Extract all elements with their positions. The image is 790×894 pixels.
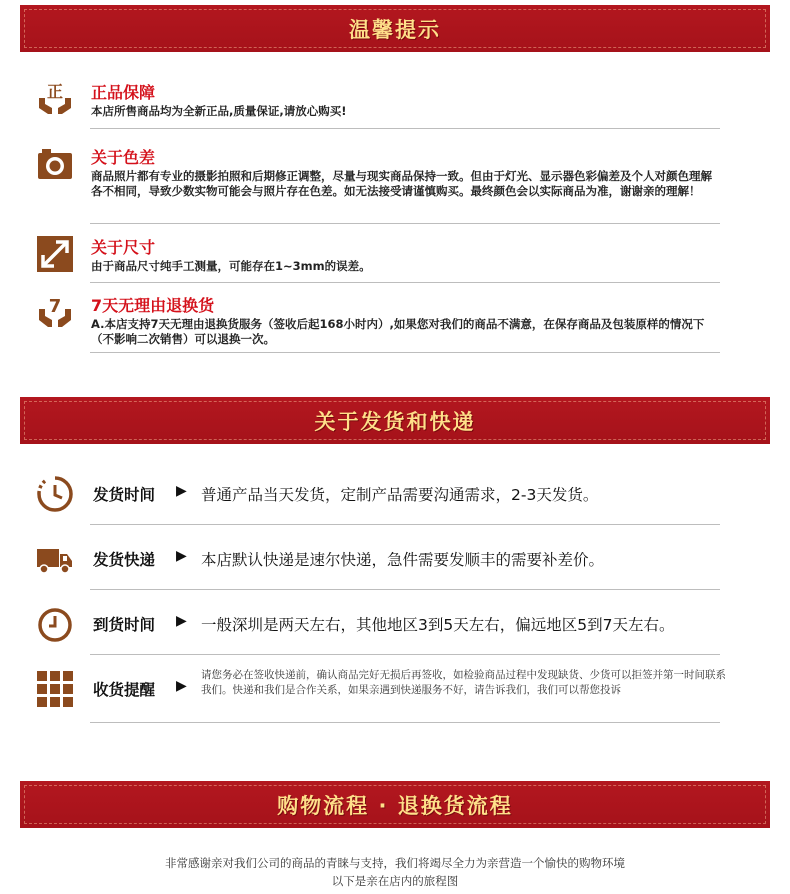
tip-title: 关于尺寸	[91, 238, 156, 257]
tips-banner-title: 温馨提示	[349, 17, 441, 42]
clock-icon	[36, 475, 74, 513]
shipping-text: 本店默认快递是速尔快递，急件需要发顺丰的需要补差价。	[201, 551, 605, 569]
divider	[90, 722, 720, 723]
divider	[90, 128, 720, 129]
svg-text:7: 7	[48, 296, 62, 317]
divider	[90, 282, 720, 283]
tip-desc: A.本店支持7天无理由退换货服务（签收后起168小时内）,如果您对我们的商品不满意，在保存商品及包装原样的情况下（不影响二次销售）可以退换一次。	[91, 317, 705, 346]
tips-banner	[20, 5, 770, 52]
divider	[90, 524, 720, 525]
shipping-text: 普通产品当天发货，定制产品需要沟通需求，2-3天发货。	[201, 486, 599, 504]
tip-desc: 由于商品尺寸纯手工测量，可能存在1~3mm的误差。	[91, 259, 371, 273]
process-banner	[20, 781, 770, 828]
arrow-right-icon: ▶	[176, 678, 187, 694]
shipping-label: 发货快递	[93, 551, 156, 569]
truck-icon	[36, 540, 74, 578]
footer-thanks: 非常感谢亲对我们公司的商品的青睐与支持，我们将竭尽全力为亲营造一个愉快的购物环境	[165, 856, 625, 870]
shipping-banner	[20, 397, 770, 444]
grid-icon	[36, 670, 74, 708]
footer-journey: 以下是亲在店内的旅程图	[331, 874, 459, 888]
tip-desc: 本店所售商品均为全新正品,质量保证,请放心购买!	[91, 104, 347, 118]
divider	[90, 589, 720, 590]
tip-title: 正品保障	[91, 83, 156, 102]
shipping-text: 请您务必在签收快递前，确认商品完好无损后再签收，如检验商品过程中发现缺货、少货可以拒签并第一时间联系我们。快递和我们是合作关系，如果亲遇到快递服务不好，请告诉我们，我们可以帮您投诉	[201, 669, 726, 696]
divider	[90, 352, 720, 353]
timer-icon	[36, 605, 74, 643]
shipping-label: 到货时间	[93, 616, 156, 634]
shipping-label: 收货提醒	[93, 681, 156, 699]
shipping-text: 一般深圳是两天左右，其他地区3到5天左右，偏远地区5到7天左右。	[201, 616, 675, 634]
shipping-row-receipt	[36, 668, 736, 708]
seven-day-hands-icon	[36, 293, 74, 331]
svg-text:正: 正	[46, 82, 64, 101]
shipping-row-courier	[36, 538, 736, 578]
shipping-banner-title: 关于发货和快递	[314, 409, 476, 434]
arrow-right-icon: ▶	[176, 548, 187, 564]
camera-icon	[36, 145, 74, 183]
divider	[90, 654, 720, 655]
shipping-row-arrival	[36, 603, 736, 643]
divider	[90, 223, 720, 224]
shipping-label: 发货时间	[93, 486, 156, 504]
arrow-right-icon: ▶	[176, 613, 187, 629]
tip-title: 关于色差	[91, 148, 156, 167]
tip-desc: 商品照片都有专业的摄影拍照和后期修正调整，尽量与现实商品保持一致。但由于灯光、显示器色彩偏差及个人对颜色理解各不相同，导致少数实物可能会与照片存在色差。如无法接受请谨慎购买。最终颜色会以实际商品为准，谢谢亲的理解！	[91, 169, 712, 198]
process-banner-title: 购物流程 · 退换货流程	[277, 793, 513, 818]
shipping-row-time	[36, 473, 736, 513]
resize-arrow-icon	[36, 235, 74, 273]
tip-title: 7天无理由退换货	[91, 296, 215, 315]
genuine-hands-icon	[36, 80, 74, 118]
arrow-right-icon: ▶	[176, 483, 187, 499]
